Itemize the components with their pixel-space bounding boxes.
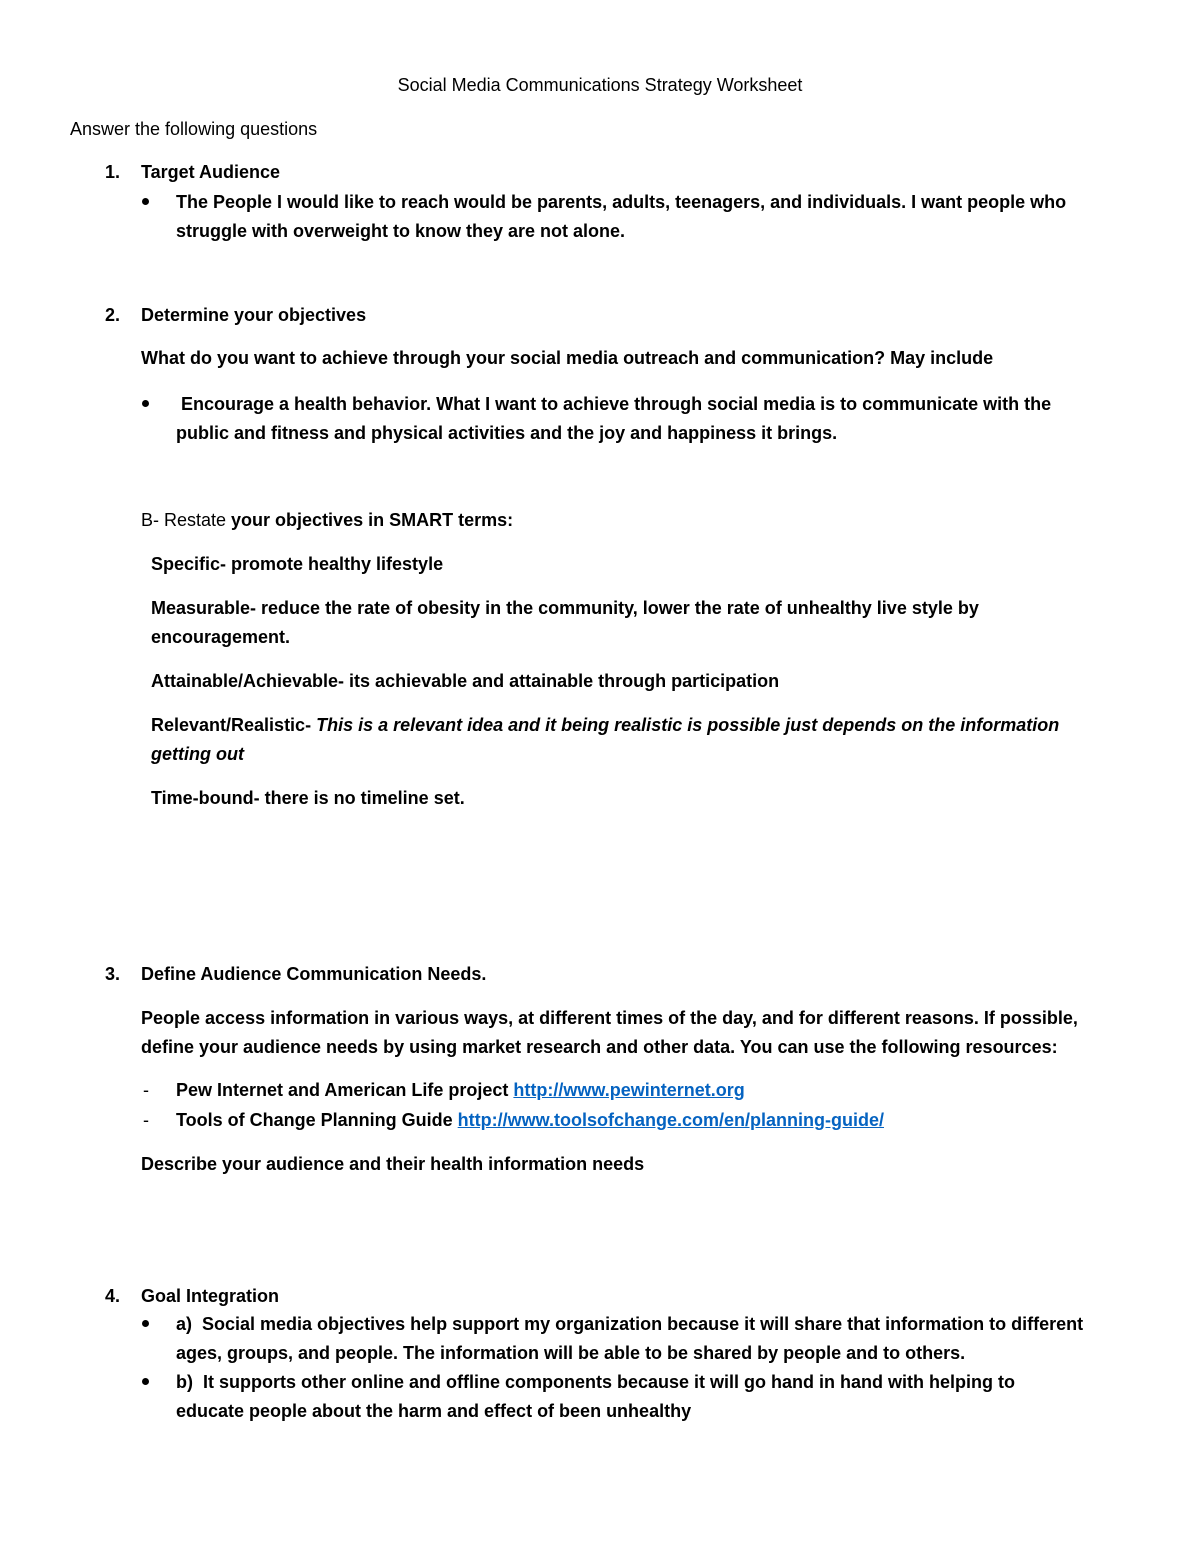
section3-para-line2: define your audience needs by using market research and other data. You can use the following resources: [141, 1037, 1058, 1057]
section3-number: 3. [105, 964, 121, 984]
bullet-icon [142, 1320, 149, 1327]
section2-heading: Determine your objectives [141, 305, 367, 325]
section2-bullet-line1: Encourage a health behavior. What I want to achieve through social media is to communicate with the [176, 394, 1052, 414]
section4-number: 4. [105, 1286, 121, 1306]
resource2-label: Tools of Change Planning Guide [176, 1110, 458, 1130]
smart-restate-prefix: B- Restate [141, 510, 232, 530]
smart-relevant-line2: getting out [151, 744, 244, 764]
smart-relevant-label: Relevant/Realistic- [151, 715, 317, 735]
section4-bullet-a-line1: a) Social media objectives help support my organization because it will share that information to different [176, 1314, 1084, 1334]
section4-bullet-b-line1: b) It supports other online and offline components because it will go hand in hand with helping to [176, 1372, 1015, 1392]
section1-bullet-line2: struggle with overweight to know they are not alone. [176, 221, 626, 241]
bullet-icon [142, 198, 149, 205]
smart-measurable-line2: encouragement. [151, 627, 291, 647]
smart-measurable-line1: Measurable- reduce the rate of obesity in the community, lower the rate of unhealthy live style by [151, 598, 979, 618]
resource2 [176, 1106, 884, 1134]
section4-bullet-b-line2: educate people about the harm and effect of been unhealthy [176, 1401, 692, 1421]
bullet-icon [142, 1378, 149, 1385]
section4-bullet-a-line2: ages, groups, and people. The information will be able to be shared by people and to others. [176, 1343, 966, 1363]
smart-restate-rest: your objectives in SMART terms: [231, 510, 514, 530]
smart-relevant-line1 [151, 711, 1059, 739]
resource1-dash: - [143, 1080, 149, 1100]
section2-bullet-line2: public and fitness and physical activities and the joy and happiness it brings. [176, 423, 838, 443]
section1-number: 1. [105, 162, 121, 182]
section1-bullet-line1: The People I would like to reach would be parents, adults, teenagers, and individuals. I want people who [176, 192, 1067, 212]
smart-specific: Specific- promote healthy lifestyle [151, 554, 444, 574]
bullet-icon [142, 400, 149, 407]
page-title: Social Media Communications Strategy Worksheet [397, 75, 803, 95]
smart-attainable: Attainable/Achievable- its achievable and attainable through participation [151, 671, 780, 691]
section3-describe: Describe your audience and their health information needs [141, 1154, 645, 1174]
section1-heading: Target Audience [141, 162, 281, 182]
smart-relevant-text: This is a relevant idea and it being realistic is possible just depends on the information [316, 715, 1060, 735]
smart-timebound: Time-bound- there is no timeline set. [151, 788, 465, 808]
smart-restate [141, 506, 513, 534]
resource2-link[interactable]: http://www.toolsofchange.com/en/planning-guide/ [457, 1110, 884, 1130]
section3-heading: Define Audience Communication Needs. [141, 964, 487, 984]
resource2-dash: - [143, 1110, 149, 1130]
resource1 [176, 1076, 745, 1104]
section3-para-line1: People access information in various ways, at different times of the day, and for different reasons. If possible, [141, 1008, 1078, 1028]
section2-question: What do you want to achieve through your social media outreach and communication? May include [141, 348, 994, 368]
section2-number: 2. [105, 305, 121, 325]
resource1-link[interactable]: http://www.pewinternet.org [513, 1080, 745, 1100]
section4-heading: Goal Integration [141, 1286, 280, 1306]
intro-text: Answer the following questions [70, 119, 318, 139]
resource1-label: Pew Internet and American Life project [176, 1080, 514, 1100]
